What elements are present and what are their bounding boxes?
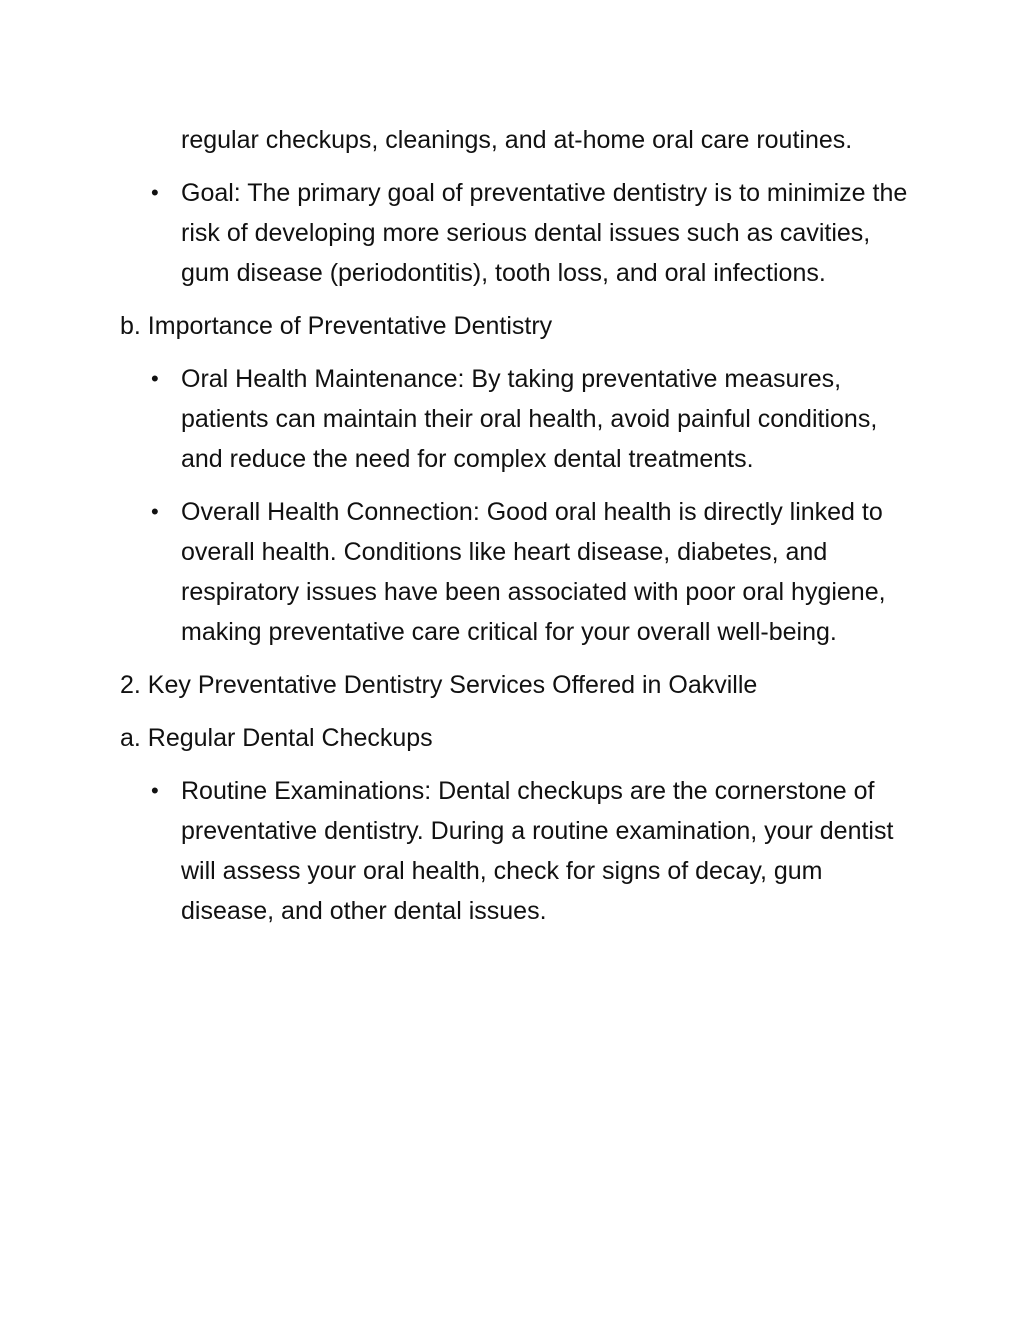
bullet-icon: • bbox=[151, 778, 159, 803]
list-item-text: Routine Examinations: Dental checkups are the cornerstone of preventative dentistry. During a routine examination, your dentist will assess your oral health, check for signs of decay, gum disease, and other dental issues. bbox=[181, 777, 894, 925]
section-heading-b: b. Importance of Preventative Dentistry bbox=[120, 312, 553, 340]
list-item-routine-examinations bbox=[120, 771, 910, 931]
list-item-oral-health bbox=[120, 359, 910, 479]
list-item-text: Overall Health Connection: Good oral health is directly linked to overall health. Conditions like heart disease, diabetes, and respiratory issues have been associated with poor oral hygiene, making preventative care critical for your overall well-being. bbox=[181, 498, 886, 646]
list-item-goal bbox=[120, 173, 910, 293]
section-heading-2: 2. Key Preventative Dentistry Services Offered in Oakville bbox=[120, 671, 758, 699]
bullet-icon: • bbox=[151, 499, 159, 524]
list-item-overall-health bbox=[120, 492, 910, 652]
section-heading-2a: a. Regular Dental Checkups bbox=[120, 724, 433, 752]
bullet-icon: • bbox=[151, 180, 159, 205]
list-item-text: Goal: The primary goal of preventative dentistry is to minimize the risk of developing more serious dental issues such as cavities, gum disease (periodontitis), tooth loss, and oral infections. bbox=[181, 179, 908, 287]
list-item-text: Oral Health Maintenance: By taking preventative measures, patients can maintain their oral health, avoid painful conditions, and reduce the need for complex dental treatments. bbox=[181, 365, 878, 473]
document-content bbox=[120, 120, 910, 944]
continuation-text: regular checkups, cleanings, and at-home oral care routines. bbox=[181, 126, 853, 154]
bullet-icon: • bbox=[151, 366, 159, 391]
